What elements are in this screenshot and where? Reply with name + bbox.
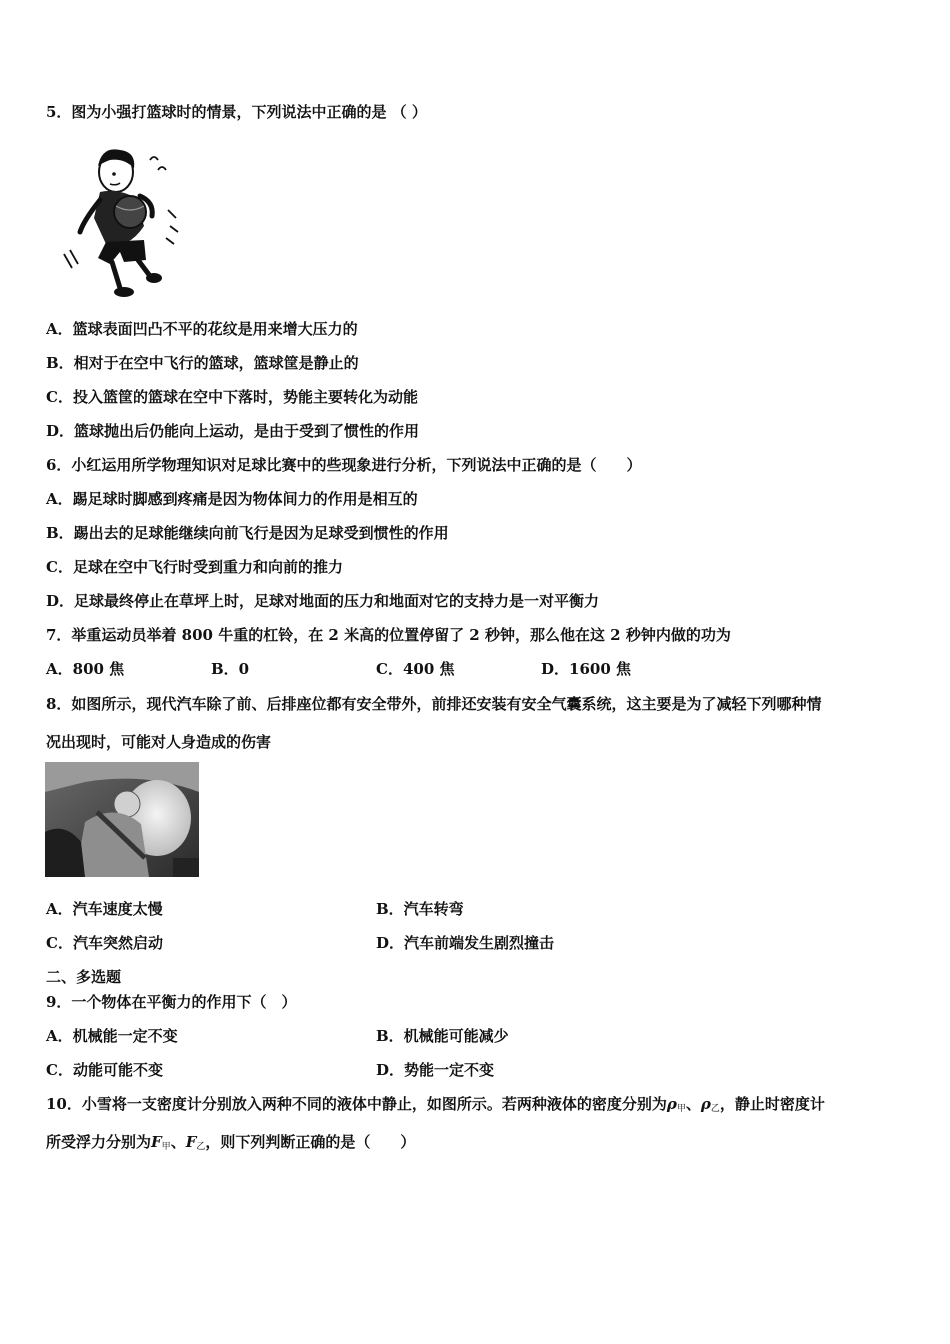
q5-option-a: A．篮球表面凹凸不平的花纹是用来增大压力的 — [46, 320, 358, 338]
q5-option-d: D．篮球抛出后仍能向上运动，是由于受到了惯性的作用 — [46, 422, 420, 440]
force-symbol: F — [185, 1133, 197, 1151]
q7-stem: 7．举重运动员举着 800 牛重的杠铃，在 2 米高的位置停留了 2 秒钟，那么他在这 2 秒钟内做的功为 — [46, 626, 731, 644]
q9-stem: 9．一个物体在平衡力的作用下（ ） — [46, 993, 297, 1011]
basketball-player-figure — [58, 140, 186, 302]
q10-text-d: ，则下列判断正确的是（ ） — [205, 1133, 416, 1151]
q10-stem-line1 — [46, 1094, 825, 1119]
q5-stem: 5．图为小强打篮球时的情景，下列说法中正确的是 （ ） — [46, 103, 427, 121]
q7-option-c: C．400 焦 — [376, 660, 455, 678]
q7-option-b: B．0 — [211, 660, 250, 678]
subscript-jia: 甲 — [676, 1104, 686, 1114]
q8-option-a: A．汽车速度太慢 — [46, 900, 163, 918]
separator: 、 — [170, 1133, 186, 1151]
rho-symbol: ρ — [666, 1095, 677, 1113]
q10-text-a: 10．小雪将一支密度计分别放入两种不同的液体中静止，如图所示。若两种液体的密度分别为 — [46, 1095, 667, 1113]
q6-option-c: C．足球在空中飞行时受到重力和向前的推力 — [46, 558, 343, 576]
force-symbol: F — [151, 1133, 162, 1151]
q5-option-c: C．投入篮筐的篮球在空中下落时，势能主要转化为动能 — [46, 388, 418, 406]
q10-stem-line2 — [46, 1132, 415, 1157]
q8-option-c: C．汽车突然启动 — [46, 934, 163, 952]
q7-option-d: D．1600 焦 — [541, 660, 631, 678]
q6-option-d: D．足球最终停止在草坪上时，足球对地面的压力和地面对它的支持力是一对平衡力 — [46, 592, 600, 610]
q9-option-b: B．机械能可能减少 — [376, 1027, 509, 1045]
q8-stem-line2: 况出现时，可能对人身造成的伤害 — [46, 733, 272, 751]
q7-option-a: A．800 焦 — [46, 660, 125, 678]
q10-text-b: ，静止时密度计 — [719, 1095, 825, 1113]
q9-option-d: D．势能一定不变 — [376, 1061, 495, 1079]
separator: 、 — [685, 1095, 701, 1113]
q8-stem-line1: 8．如图所示，现代汽车除了前、后排座位都有安全带外，前排还安装有安全气囊系统，这主要是为了减轻下列哪种情 — [46, 695, 822, 713]
rho-symbol: ρ — [700, 1095, 711, 1113]
q9-option-c: C．动能可能不变 — [46, 1061, 163, 1079]
q8-option-b: B．汽车转弯 — [376, 900, 464, 918]
q5-option-b: B．相对于在空中飞行的篮球，篮球筐是静止的 — [46, 354, 359, 372]
subscript-yi: 乙 — [196, 1142, 206, 1152]
subscript-yi: 乙 — [710, 1104, 720, 1114]
q6-stem: 6．小红运用所学物理知识对足球比赛中的些现象进行分析，下列说法中正确的是（ ） — [46, 456, 642, 474]
q6-option-b: B．踢出去的足球能继续向前飞行是因为足球受到惯性的作用 — [46, 524, 449, 542]
car-airbag-photo — [45, 762, 199, 877]
section-heading-multiple-choice: 二、多选题 — [46, 968, 122, 986]
q6-option-a: A．踢足球时脚感到疼痛是因为物体间力的作用是相互的 — [46, 490, 418, 508]
q9-option-a: A．机械能一定不变 — [46, 1027, 178, 1045]
subscript-jia: 甲 — [161, 1142, 171, 1152]
q8-option-d: D．汽车前端发生剧烈撞击 — [376, 934, 555, 952]
q10-text-c: 所受浮力分别为 — [46, 1133, 152, 1151]
